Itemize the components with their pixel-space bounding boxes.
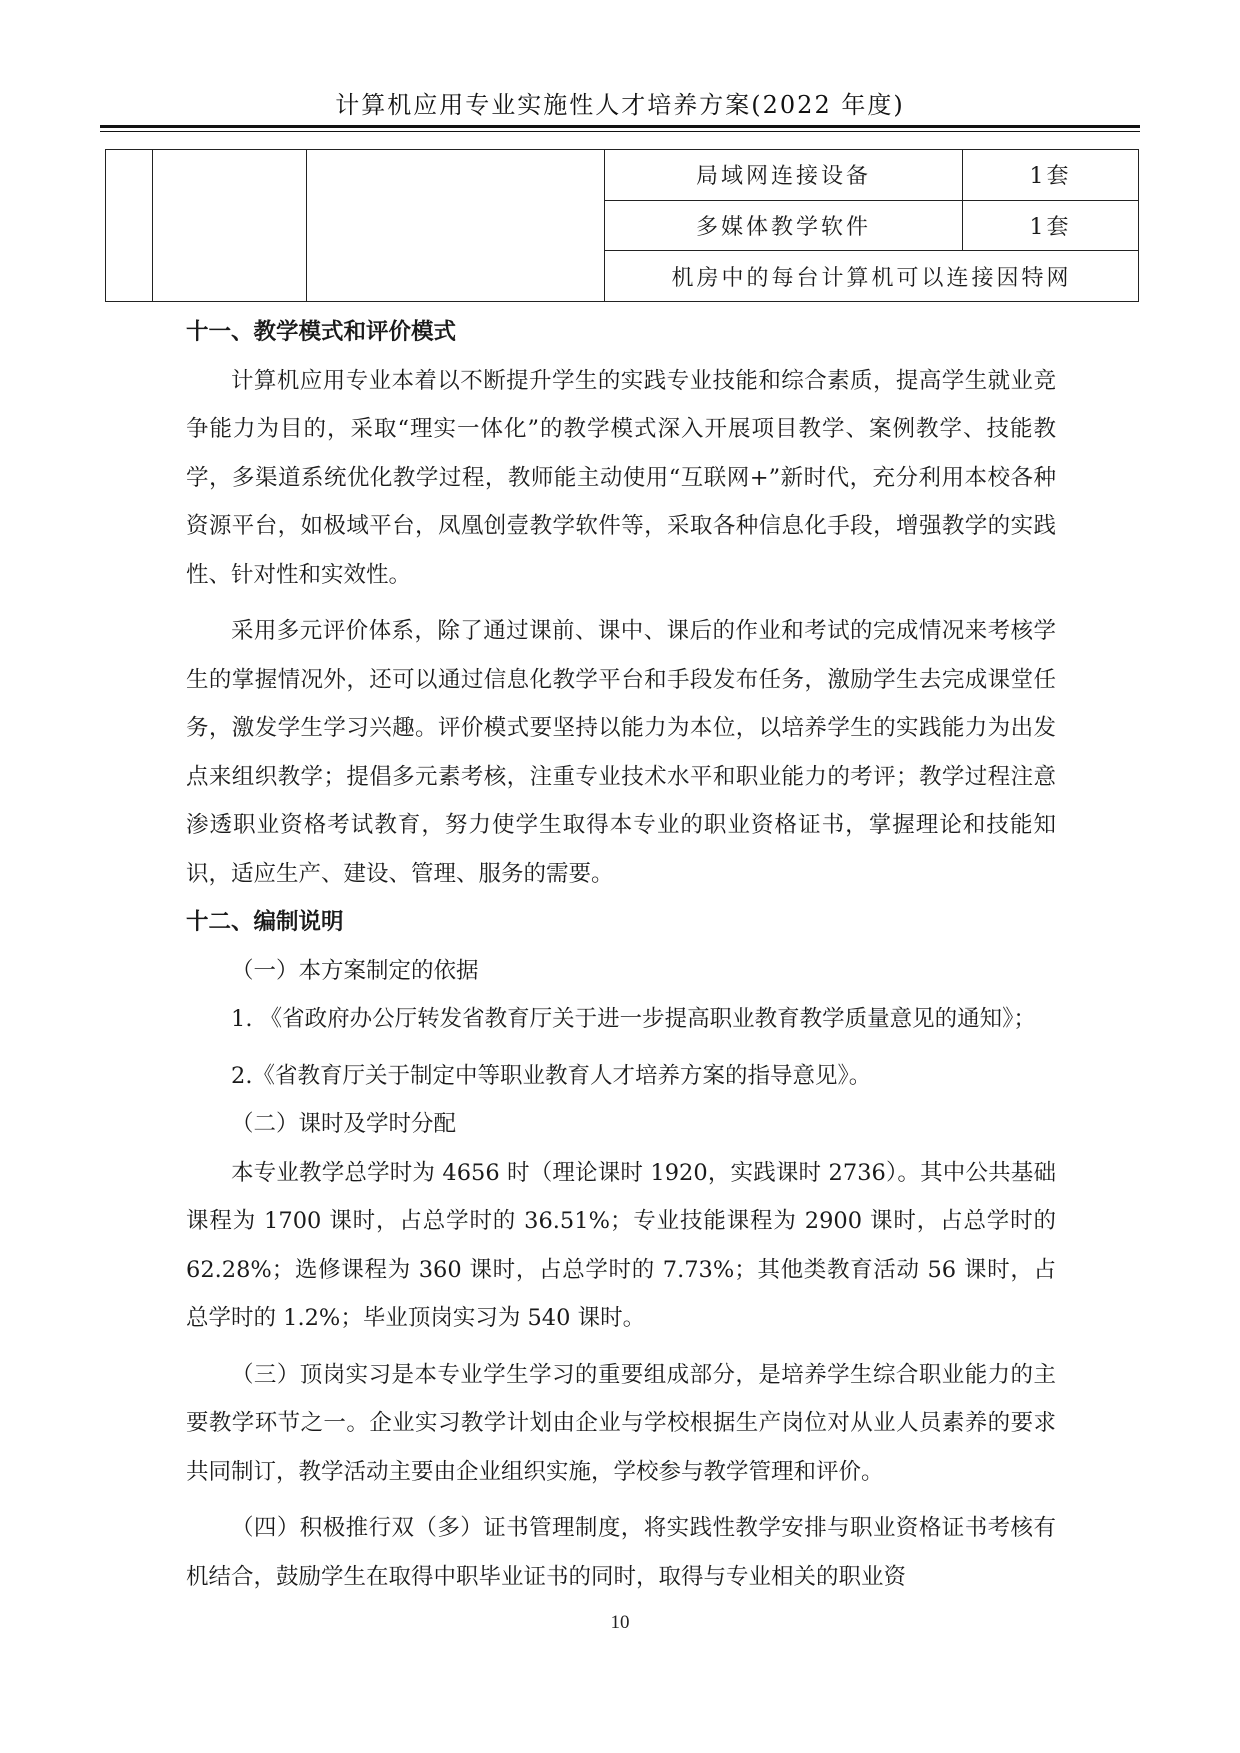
equipment-quantity: 1套 (963, 200, 1139, 251)
equipment-item: 多媒体教学软件 (605, 200, 963, 251)
paragraph-certificates: （四）积极推行双（多）证书管理制度，将实践性教学安排与职业资格证书考核有机结合，鼓励学生在取得中职毕业证书的同时，取得与专业相关的职业资 (186, 1515, 1056, 1590)
table-cell-empty (307, 150, 605, 302)
section-heading-11: 十一、教学模式和评价模式 (186, 319, 457, 345)
equipment-table (105, 149, 1139, 302)
page-number: 10 (610, 1612, 630, 1633)
subsection-title-basis: （一）本方案制定的依据 (231, 957, 479, 984)
paragraph-teaching-mode: 计算机应用专业本着以不断提升学生的实践专业技能和综合素质，提高学生就业竞争能力为目的，采取“理实一体化”的教学模式深入开展项目教学、案例教学、技能教学，多渠道系统优化教学过程，教师能主动使用“互联网+”新时代，充分利用本校各种资源平台，如极域平台，凤凰创壹教学软件等，采取各种信息化手段，增强教学的实践性、针对性和实效性。 (186, 367, 1056, 588)
table-cell-empty (153, 150, 307, 302)
equipment-note: 机房中的每台计算机可以连接因特网 (605, 251, 1139, 302)
document-body (186, 308, 1056, 1601)
section-heading-12: 十二、编制说明 (186, 909, 344, 935)
equipment-item: 局域网连接设备 (605, 150, 963, 201)
document-header-title: 计算机应用专业实施性人才培养方案(2022 年度) (335, 91, 905, 119)
paragraph-evaluation-mode: 采用多元评价体系，除了通过课前、课中、课后的作业和考试的完成情况来考核学生的掌握情况外，还可以通过信息化教学平台和手段发布任务，激励学生去完成课堂任务，激发学生学习兴趣。评价模式要坚持以能力为本位，以培养学生的实践能力为出发点来组织教学；提倡多元素考核，注重专业技术水平和职业能力的考评；教学过程注意渗透职业资格考试教育，努力使学生取得本专业的职业资格证书，掌握理论和技能知识，适应生产、建设、管理、服务的需要。 (186, 618, 1056, 887)
paragraph-hours-allocation: 本专业教学总学时为 4656 时（理论课时 1920，实践课时 2736）。其中公共基础课程为 1700 课时，占总学时的 36.51%；专业技能课程为 2900 课时，占总学时的 62.28%；选修课程为 360 课时，占总学时的 7.73%；其他类教育活动 56 课时，占总学时的 1.2%；毕业顶岗实习为 540 课时。 (186, 1159, 1056, 1331)
header-divider (100, 125, 1140, 132)
subsection-title-hours: （二）课时及学时分配 (231, 1111, 457, 1137)
basis-item-2: 2.《省教育厅关于制定中等职业教育人才培养方案的指导意见》。 (231, 1062, 872, 1089)
basis-item-1: 1. 《省政府办公厅转发省教育厅关于进一步提高职业教育教学质量意见的通知》； (231, 1006, 1036, 1032)
table-cell-empty (106, 150, 153, 302)
table-row (106, 150, 1139, 201)
paragraph-internship: （三）顶岗实习是本专业学生学习的重要组成部分，是培养学生综合职业能力的主要教学环节之一。企业实习教学计划由企业与学校根据生产岗位对从业人员素养的要求共同制订，教学活动主要由企业组织实施，学校参与教学管理和评价。 (186, 1361, 1056, 1485)
equipment-quantity: 1套 (963, 150, 1139, 201)
